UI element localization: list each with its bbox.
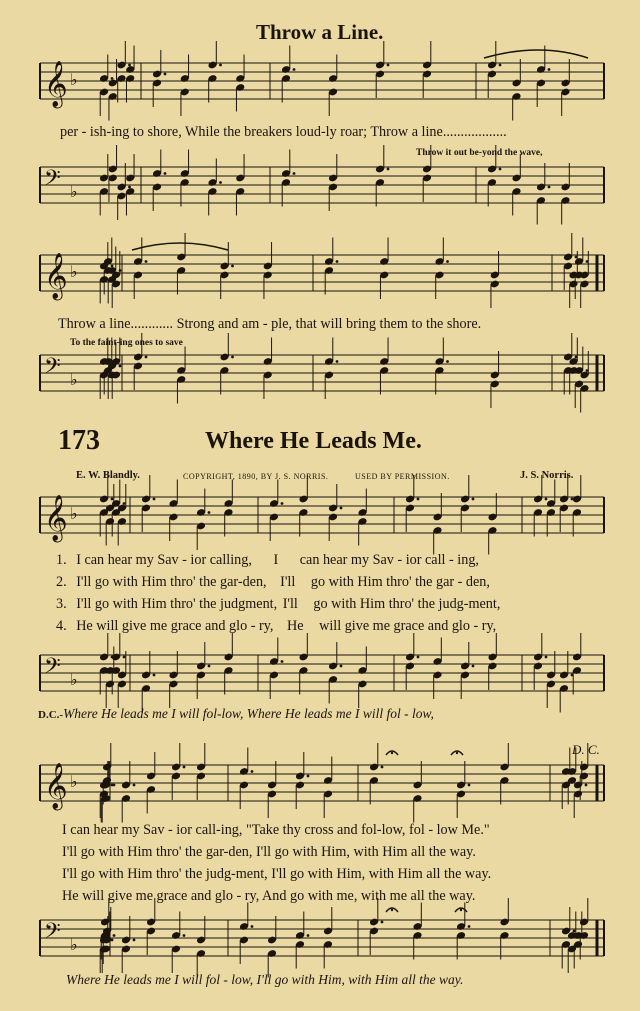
treble-clef-icon: 𝄞 bbox=[44, 253, 68, 299]
refrain-line: Where He leads me I will fol - low, I'll go with Him, with Him all the way. bbox=[66, 972, 464, 987]
verse-line: He will give me grace and glo - ry, And go with me, with me all the way. bbox=[62, 888, 476, 904]
flat-icon: ♭ bbox=[70, 182, 78, 201]
verse-line: I'll go with Him thro' the judg-ment, I'll go with Him, with Him all the way. bbox=[62, 866, 492, 882]
treble-clef-icon: 𝄞 bbox=[44, 763, 68, 809]
verse-line: 2. I'll go with Him thro' the gar-den, I'll go with Him thro' the gar - den, bbox=[56, 574, 490, 590]
lyric-line: per - ish-ing to shore, While the breakers loud-ly roar; Throw a line.................. bbox=[60, 124, 507, 140]
song-title: Throw a Line. bbox=[256, 20, 384, 44]
verse-line: 4. He will give me grace and glo - ry, He will give me grace and glo - ry, bbox=[56, 618, 497, 634]
verse-line: I can hear my Sav - ior call-ing, "Take thy cross and fol-low, fol - low Me." bbox=[62, 822, 490, 838]
verse-line: 1. I can hear my Sav - ior calling, I can hear my Sav - ior call - ing, bbox=[56, 552, 479, 568]
bass-clef-icon: 𝄢 bbox=[44, 654, 61, 684]
copyright: COPYRIGHT, 1890, BY J. S. NORRIS. bbox=[183, 472, 329, 481]
lyric-line-small: To the faint-ing ones to save bbox=[70, 338, 183, 348]
treble-clef-icon: 𝄞 bbox=[44, 495, 68, 541]
permission: USED BY PERMISSION. bbox=[355, 472, 450, 481]
bass-clef-icon: 𝄢 bbox=[44, 919, 61, 949]
song-title: Where He Leads Me. bbox=[205, 428, 422, 454]
lyric-line: Throw a line............ Strong and am - ple, that will bring them to the shore. bbox=[58, 316, 482, 332]
author: E. W. Blandly. bbox=[76, 470, 140, 481]
hymn-number: 173 bbox=[58, 425, 100, 456]
flat-icon: ♭ bbox=[70, 70, 78, 89]
flat-icon: ♭ bbox=[70, 504, 78, 523]
dc-mark: D. C. bbox=[572, 742, 600, 757]
composer: J. S. Norris. bbox=[520, 470, 574, 481]
verse-line: I'll go with Him thro' the gar-den, I'll go with Him, with Him all the way. bbox=[62, 844, 476, 860]
flat-icon: ♭ bbox=[70, 772, 78, 791]
flat-icon: ♭ bbox=[70, 670, 78, 689]
bass-clef-icon: 𝄢 bbox=[44, 166, 61, 196]
verse-line: 3. I'll go with Him thro' the judgment, I'll go with Him thro' the judg-ment, bbox=[56, 596, 501, 612]
treble-clef-icon: 𝄞 bbox=[44, 61, 68, 107]
flat-icon: ♭ bbox=[70, 935, 78, 954]
bass-clef-icon: 𝄢 bbox=[44, 354, 61, 384]
lyric-line-small: Throw it out be-yond the wave, bbox=[416, 148, 543, 158]
flat-icon: ♭ bbox=[70, 262, 78, 281]
refrain-line: D.C.-Where He leads me I will fol-low, Where He leads me I will fol - low, bbox=[38, 706, 434, 721]
flat-icon: ♭ bbox=[70, 370, 78, 389]
